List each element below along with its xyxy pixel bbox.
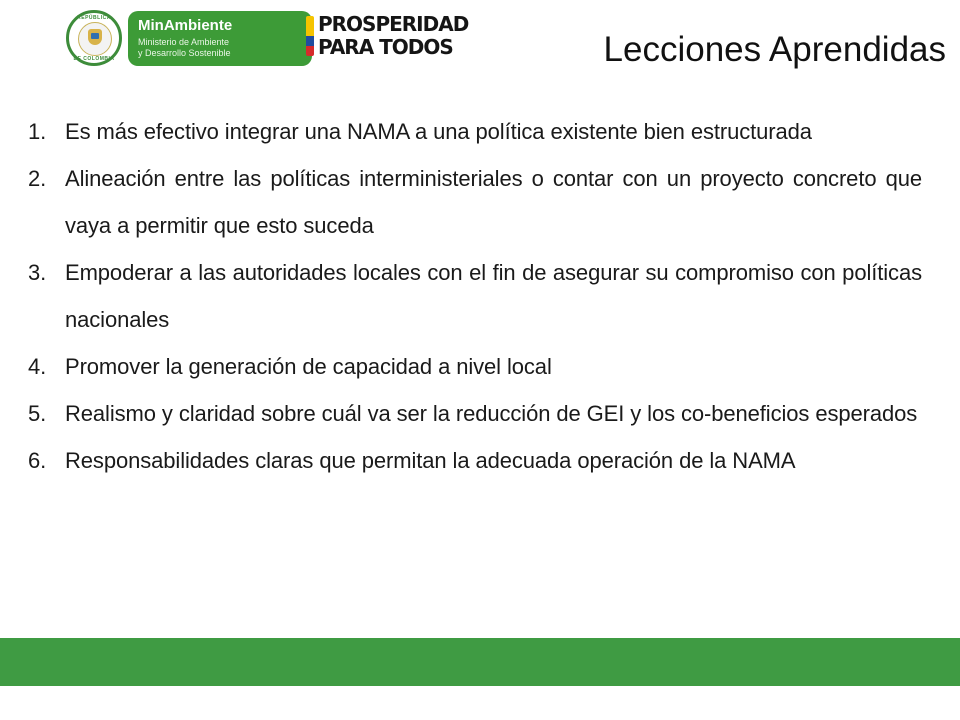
lesson-item-1 xyxy=(28,108,922,155)
lesson-item-2 xyxy=(28,155,922,249)
seal-top-text: REPÚBLICA xyxy=(77,15,111,21)
ministry-badge xyxy=(128,11,312,66)
lesson-number: 1. xyxy=(28,119,47,144)
colombia-flag-icon xyxy=(306,16,314,56)
minambiente-logo xyxy=(66,10,312,67)
lesson-text: Promover la generación de capacidad a nivel local xyxy=(65,354,552,379)
lesson-text: Alineación entre las políticas interministeriales o contar con un proyecto concreto que vaya a permitir que esto suceda xyxy=(65,166,922,238)
seal-bottom-text: DE COLOMBIA xyxy=(73,56,115,62)
lesson-item-4 xyxy=(28,343,922,390)
lesson-number: 4. xyxy=(28,354,47,379)
lesson-number: 3. xyxy=(28,260,47,285)
lesson-text: Empoderar a las autoridades locales con el fin de asegurar su compromiso con políticas nacionales xyxy=(65,260,922,332)
lesson-number: 2. xyxy=(28,166,47,191)
lesson-text: Realismo y claridad sobre cuál va ser la reducción de GEI y los co-beneficios esperados xyxy=(65,401,918,426)
slide-title: Lecciones Aprendidas xyxy=(603,30,946,69)
ministry-name: MinAmbiente xyxy=(138,17,233,34)
footer-bar xyxy=(0,638,960,686)
lessons-list xyxy=(28,108,922,484)
prosperidad-line1: PROSPERIDAD xyxy=(318,12,469,36)
lesson-item-6 xyxy=(28,437,922,484)
prosperidad-line2: PARA TODOS xyxy=(318,35,453,59)
lesson-number: 5. xyxy=(28,401,47,426)
lesson-text: Es más efectivo integrar una NAMA a una política existente bien estructurada xyxy=(65,119,812,144)
lesson-item-3 xyxy=(28,249,922,343)
ministry-subtitle: Ministerio de Ambiente y Desarrollo Sostenible xyxy=(138,37,231,58)
lesson-item-5 xyxy=(28,390,922,437)
lesson-number: 6. xyxy=(28,448,47,473)
prosperidad-logo xyxy=(306,13,506,61)
lesson-text: Responsabilidades claras que permitan la adecuada operación de la NAMA xyxy=(65,448,796,473)
colombia-seal-icon xyxy=(66,10,122,66)
